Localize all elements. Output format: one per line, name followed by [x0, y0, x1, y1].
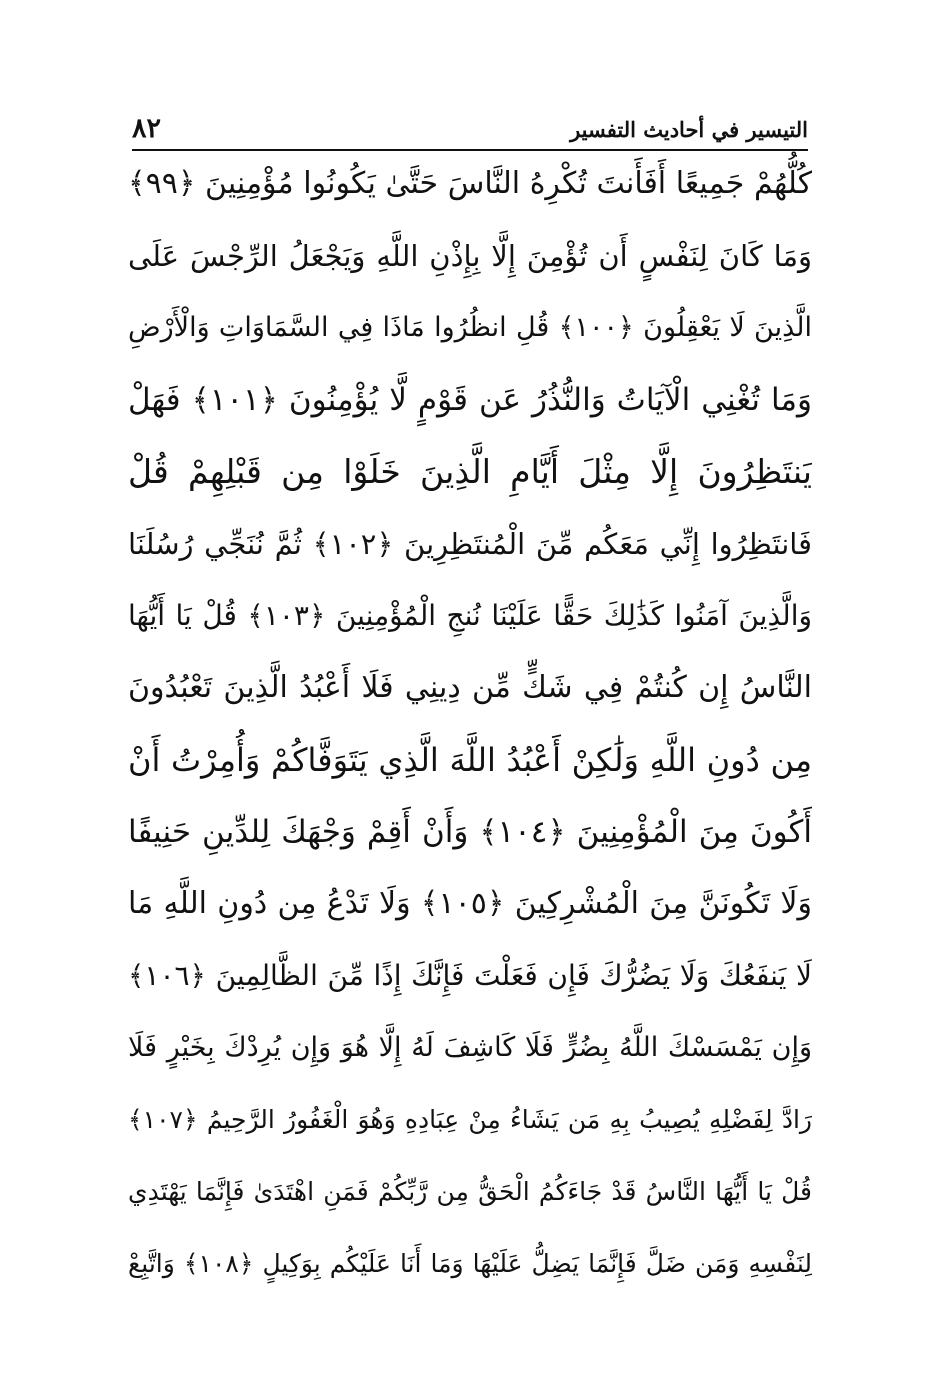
text-line-2: وَمَا كَانَ لِنَفْسٍ أَن تُؤْمِنَ إِلَّا بِإِذْنِ اللَّهِ وَيَجْعَلُ الرِّجْسَ عَلَى [128, 239, 812, 273]
text-line-1: كُلُّهُمْ جَمِيعًا أَفَأَنتَ تُكْرِهُ النَّاسَ حَتَّىٰ يَكُونُوا مُؤْمِنِينَ ﴿٩٩﴾ [128, 166, 812, 201]
text-line-9: مِن دُونِ اللَّهِ وَلَٰكِنْ أَعْبُدُ اللَّهَ الَّذِي يَتَوَفَّاكُمْ وَأُمِرْتُ أَنْ [128, 741, 812, 779]
running-header [132, 112, 808, 152]
text-line-12: لَا يَنفَعُكَ وَلَا يَضُرُّكَ فَإِن فَعَلْتَ فَإِنَّكَ إِذًا مِّنَ الظَّالِمِينَ ﴿١٠٦﴾ [128, 959, 812, 992]
text-line-5: يَنتَظِرُونَ إِلَّا مِثْلَ أَيَّامِ الَّذِينَ خَلَوْا مِن قَبْلِهِمْ قُلْ [128, 452, 812, 491]
text-line-8: النَّاسُ إِن كُنتُمْ فِي شَكٍّ مِّن دِينِي فَلَا أَعْبُدُ الَّذِينَ تَعْبُدُونَ [128, 670, 812, 705]
text-line-10: أَكُونَ مِنَ الْمُؤْمِنِينَ ﴿١٠٤﴾ وَأَنْ أَقِمْ وَجْهَكَ لِلدِّينِ حَنِيفًا [128, 814, 812, 850]
text-line-4: وَمَا تُغْنِي الْآيَاتُ وَالنُّذُرُ عَن قَوْمٍ لَّا يُؤْمِنُونَ ﴿١٠١﴾ فَهَلْ [128, 382, 812, 418]
text-line-6: فَانتَظِرُوا إِنِّي مَعَكُم مِّنَ الْمُنتَظِرِينَ ﴿١٠٢﴾ ثُمَّ نُنَجِّي رُسُلَنَا [128, 527, 812, 561]
text-line-16: لِنَفْسِهِ وَمَن ضَلَّ فَإِنَّمَا يَضِلُّ عَلَيْهَا وَمَا أَنَا عَلَيْكُم بِوَكِيلٍ ﴿١٠٨﴾ وَاتَّبِعْ [128, 1249, 812, 1278]
text-line-13: وَإِن يَمْسَسْكَ اللَّهُ بِضُرٍّ فَلَا كَاشِفَ لَهُ إِلَّا هُوَ وَإِن يُرِدْكَ بِخَيْرٍ فَلَا [128, 1032, 812, 1063]
text-line-7: وَالَّذِينَ آمَنُوا كَذَٰلِكَ حَقًّا عَلَيْنَا نُنجِ الْمُؤْمِنِينَ ﴿١٠٣﴾ قُلْ يَا أَيُّهَا [128, 599, 812, 632]
book-title: التيسير في أحاديث التفسير [570, 117, 808, 142]
text-line-14: رَادَّ لِفَضْلِهِ يُصِيبُ بِهِ مَن يَشَاءُ مِنْ عِبَادِهِ وَهُوَ الْغَفُورُ الرَّحِيمُ ﴿١٠٧﴾ [128, 1105, 812, 1134]
text-line-3: الَّذِينَ لَا يَعْقِلُونَ ﴿١٠٠﴾ قُلِ انظُرُوا مَاذَا فِي السَّمَاوَاتِ وَالْأَرْضِ [128, 312, 812, 343]
page-number: ٨٢ [132, 113, 162, 144]
text-line-15: قُلْ يَا أَيُّهَا النَّاسُ قَدْ جَاءَكُمُ الْحَقُّ مِن رَّبِّكُمْ فَمَنِ اهْتَدَىٰ فَإِنَّمَا يَهْتَدِي [128, 1177, 812, 1206]
text-line-11: وَلَا تَكُونَنَّ مِنَ الْمُشْرِكِينَ ﴿١٠٥﴾ وَلَا تَدْعُ مِن دُونِ اللَّهِ مَا [128, 886, 812, 921]
quran-text-block [128, 150, 812, 1330]
